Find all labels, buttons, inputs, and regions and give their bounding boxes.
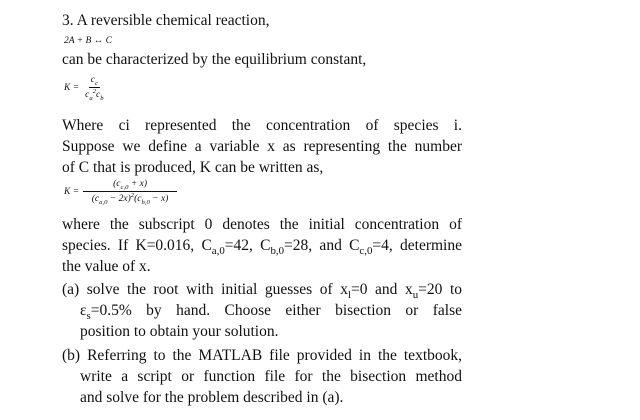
part-a-line-1: (a) solve the root with initial guesses of $x_l=0$ and $x_u=20$ to xyxy=(62,281,463,302)
problem-heading: 3. A reversible chemical reaction, xyxy=(62,12,270,29)
k1-fraction xyxy=(83,74,105,101)
part-b-line-2: write a script or function file for the bisection method xyxy=(80,368,462,385)
part-a xyxy=(62,279,462,342)
k2-denominator: $(c_{a,0} - 2x)^2(c_{b,0} - x)$ xyxy=(91,191,169,206)
given-values-line: species. If K=0.016, $C_{a,0}=42$, $C_{b,0}=28$, and $C_{c,0}=4$, determine xyxy=(62,237,462,258)
k1-numerator: $c_c$ xyxy=(90,75,98,87)
part-b xyxy=(62,345,462,408)
k-equation-1: K = $\frac{c_c}{c_a^2c_b}$ xyxy=(64,75,104,102)
reaction-equation: 2A + B ↔ C xyxy=(64,36,112,46)
k2-fraction xyxy=(83,178,177,205)
part-b-line-3: and solve for the problem described in (a). xyxy=(80,389,344,406)
paragraph-1: Where ci represented the concentration of species i. Suppose we define a variable x as representing the number of C that is produced, K can be written as, xyxy=(62,117,462,176)
part-b-line-1: (b) Referring to the MATLAB file provided in the textbook, xyxy=(62,347,462,364)
part-a-line-2: $\varepsilon_s=0.5\%$ by hand. Choose either bisection or false xyxy=(80,302,462,323)
k1-denominator: $c_a^2c_b$ xyxy=(85,87,104,102)
part-a-line-3: position to obtain your solution. xyxy=(80,323,279,340)
k2-numerator: $(c_{c,0} + x)$ xyxy=(83,178,177,192)
paragraph-2: where the subscript 0 denotes the initial concentration of species. If K=0.016, $C_{a,0}=42$, $C_{b,0}=28$, and $C_{c,0}=4$, determine the value of x. xyxy=(62,216,462,275)
intro-k-text: can be characterized by the equilibrium constant, xyxy=(62,51,367,68)
k-equation-2: K = $\frac{(c_{c,0} + x)}{(c_{a,0} - 2x)^2(c_{b,0} - x)}$ xyxy=(64,178,464,205)
